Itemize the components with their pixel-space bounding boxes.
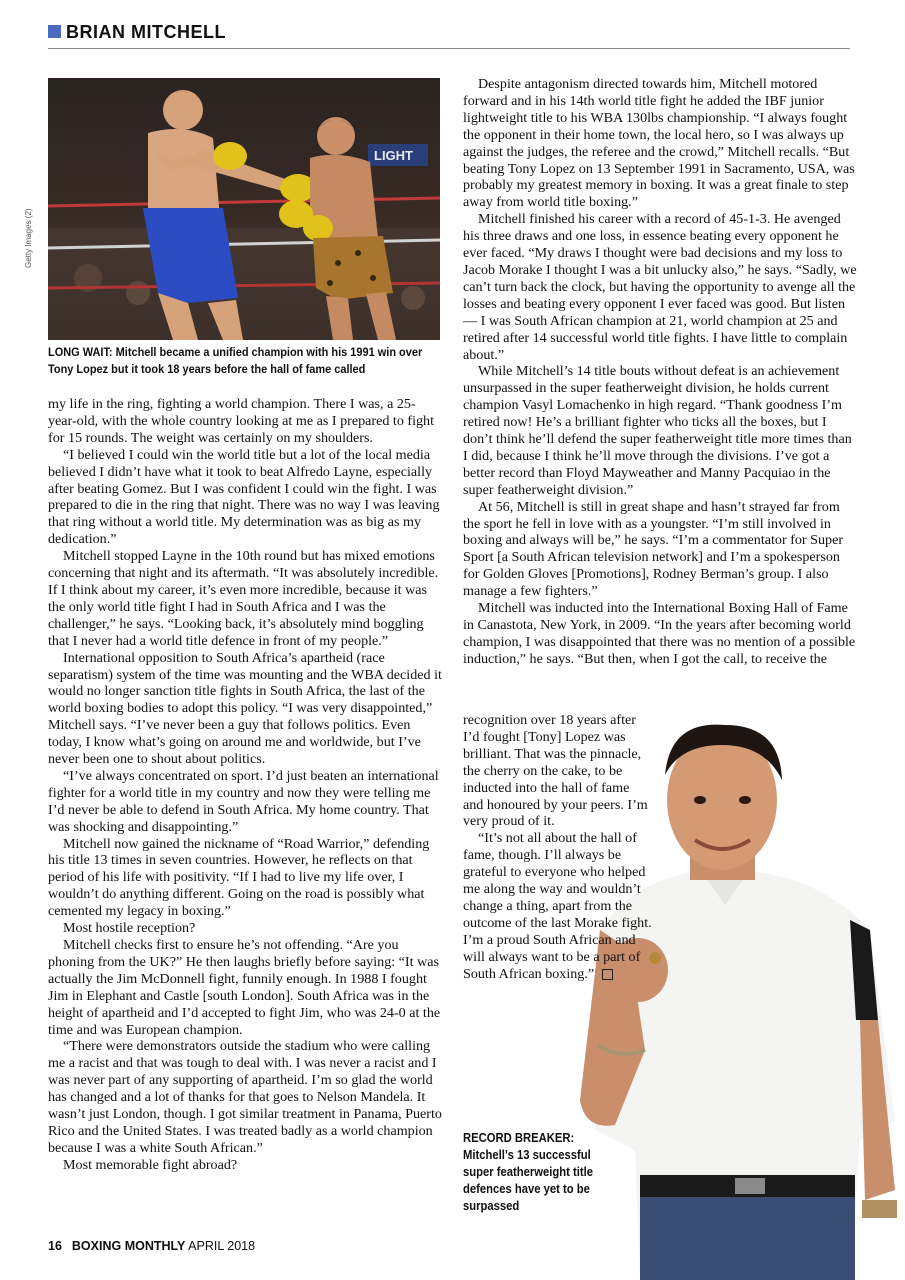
- article-column-right-wrap: [463, 712, 663, 983]
- paragraph: Mitchell now gained the nickname of “Road Warrior,” defending his title 13 times in seven countries. However, he reflects on that period of his life with positivity. “If I had to live my life over, I wouldn’t do anything different. Going on the road is possibly what cemented my legacy in boxing.”: [48, 835, 430, 920]
- end-mark-icon: [602, 969, 613, 980]
- section-title: BRIAN MITCHELL: [66, 22, 226, 42]
- page-number: 16: [48, 1239, 62, 1253]
- paragraph: “There were demonstrators outside the stadium who were calling me a racist and that was tough to deal with. I was never a racist and I was never part of any supporting of apartheid. I’m so glad the world has changed and a lot of thanks for that goes to Nelson Mandela. It wasn’t just London, though. I got similar treatment in Panama, Puerto Rico and the United States. I was treated badly as a world champion because I was a white South African.”: [48, 1038, 442, 1156]
- caption-text: Mitchell became a unified champion with his 1991 win over Tony Lopez but it took 18 years before the hall of fame called: [48, 345, 423, 376]
- fight-photo: [48, 78, 440, 340]
- paragraph-text: “It’s not all about the hall of fame, though. I’ll always be grateful to everyone who helped me along the way and wouldn’t change a thing, apart from the outcome of the last Morake fight. I’m a proud South African and will always want to be a part of South African boxing.”: [463, 830, 652, 982]
- paragraph: Mitchell checks first to ensure he’s not offending. “Are you phoning from the UK?” He then laughs briefly before saying: “It was actually the Jim McDonnell fight, funnily enough. In 1988 I fought Jim in Elephant and Castle [south London]. South Africa was in the height of apartheid and I’d accepted to fight Jim, who was 24-0 at the time and was European champion.: [48, 937, 441, 1038]
- paragraph: recognition over 18 years after I’d fought [Tony] Lopez was brilliant. That was the pinnacle, the cherry on the cake, to be inducted into the hall of fame and honoured by your peers. I’m very proud of it.: [463, 712, 648, 830]
- ring-sign: LIGHT: [374, 148, 413, 163]
- caption-text: Mitchell’s 13 successful super featherweight title defences have yet to be surpassed: [463, 1148, 594, 1213]
- section-header: [48, 22, 850, 49]
- paragraph: While Mitchell’s 14 title bouts without defeat is an achievement unsurpassed in the super featherweight division, he holds current champion Vasyl Lomachenko in high regard. “Thank goodness I’m retired now! He’s a brilliant fighter who ticks all the boxes, but I don’t think he’ll defend the super featherweight title more times than I did, because I think he’ll move through the divisions. I’ve got a better record than Floyd Mayweather and Manny Pacquiao in the super featherweight division.”: [463, 363, 852, 498]
- section-marker: [48, 25, 61, 38]
- page-footer: [48, 1239, 255, 1253]
- paragraph: Mitchell finished his career with a record of 45-1-3. He avenged his three draws and one loss, in essence beating every opponent he ever faced. “My draws I thought were bad decisions and my loss to Jacob Morake I thought I was a bit unlucky also,” he says. “Sadly, we can’t turn back the clock, but having the opportunity to avenge all the losses and beating every opponent I ever faced was good. But listen — I was South African champion at 21, world champion at 25 and retired after 14 successful world title fights. I have little to complain about.”: [463, 211, 857, 363]
- paragraph: Most memorable fight abroad?: [63, 1156, 238, 1173]
- paragraph: At 56, Mitchell is still in great shape and hasn’t strayed far from the sport he fell in love with as a youngster. “I’m still involved in boxing and always will be,” he says. “I’m a commentator for Super Sport [a South African television network] and I’m a spokesperson for Golden Gloves [Promotions], Rodney Berman’s group. I also manage a few fighters.”: [463, 498, 844, 600]
- caption-label: LONG WAIT:: [48, 345, 113, 359]
- photo-credit: Getty Images (2): [24, 208, 33, 268]
- paragraph: my life in the ring, fighting a world champion. There I was, a 25-year-old, with the whole country looking at me as I prepared to fight for 15 rounds. The weight was certainly on my shoulders.: [48, 396, 435, 446]
- fight-photo-caption: [48, 344, 441, 377]
- paragraph: “I’ve always concentrated on sport. I’d just beaten an international fighter for a world title in my country and now they were telling me I’d never be able to defend in South Africa. My home country. That was shocking and disappointing.”: [48, 767, 439, 835]
- paragraph: “I believed I could win the world title but a lot of the local media believed I didn’t have what it took to beat Alfredo Layne, especially after beating Gomez. But I was confident I could win the fight. I was prepared to die in the ring that night. There was no way I was leaving that ring without a world title. My determination was as big as my dedication.”: [48, 446, 440, 548]
- magazine-name: BOXING MONTHLY: [71, 1239, 186, 1253]
- caption-label: RECORD BREAKER:: [463, 1131, 575, 1145]
- paragraph: Despite antagonism directed towards him, Mitchell motored forward and in his 14th world title fight he added the IBF junior lightweight title to his WBA 130lbs championship. “I always fought the opponent in their home town, the local hero, so I was always up against the judges, the referee and the crowd,” Mitchell recalls. “But beating Tony Lopez on 13 September 1991 in Sacramento, USA, was probably my greatest memory in boxing. It was a great finale to step away from world title boxing.”: [463, 76, 855, 211]
- issue-date: APRIL 2018: [188, 1239, 256, 1253]
- paragraph: [463, 830, 653, 982]
- paragraph: International opposition to South Africa’s apartheid (race separatism) system of the time was mounting and the WBA decided it would no longer sanction title fights in South Africa, the last of the world boxing bodies to adopt this policy. “I was very disappointed,” Mitchell says. “I’ve never been a guy that follows politics. Even today, I know what’s going on around me and worldwide, but I’ve never been one to shout about politics.: [48, 649, 442, 768]
- paragraph: Mitchell stopped Layne in the 10th round but has mixed emotions concerning that night and its aftermath. “It was absolutely incredible. If I think about my career, it’s even more incredible, because it was the only world title fight I had in South Africa and I was the challenger,” he says. “Looking back, it’s absolutely mind boggling that I never had a world title defence in front of my people.”: [48, 548, 439, 649]
- article-column-right: [463, 76, 858, 668]
- article-column-left: [48, 396, 442, 1174]
- portrait-caption: [463, 1130, 616, 1215]
- paragraph: Mitchell was inducted into the International Boxing Hall of Fame in Canastota, New York, in 2009. “In the years after becoming world champion, I was disappointed that there was no mention of a possible induction,” he says. “But then, when I got the call, to receive the: [463, 600, 856, 667]
- paragraph: Most hostile reception?: [63, 920, 196, 937]
